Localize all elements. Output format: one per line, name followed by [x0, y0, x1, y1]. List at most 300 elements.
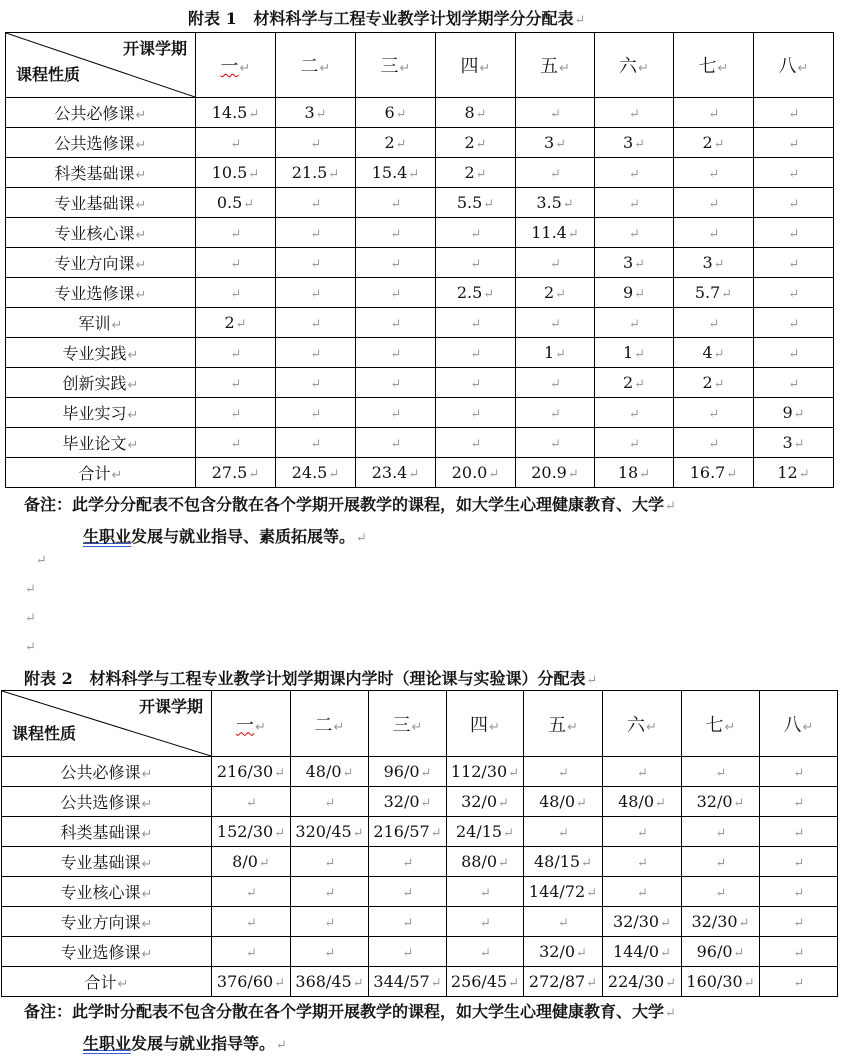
row-label-cell	[6, 158, 196, 188]
table-cell	[356, 428, 436, 458]
table-cell	[276, 158, 356, 188]
table-cell	[291, 937, 369, 967]
row-label: 专业核心课	[54, 224, 135, 243]
table-cell	[595, 218, 674, 248]
row-label: 专业核心课	[60, 883, 141, 902]
table-cell	[674, 308, 754, 338]
cell-value: 1	[622, 343, 634, 362]
table-cell	[674, 98, 754, 128]
row-label-cell	[2, 787, 212, 817]
table-cell	[436, 98, 516, 128]
table-row	[2, 817, 838, 847]
table-cell	[276, 278, 356, 308]
table-cell	[291, 817, 369, 847]
semester-header-cell	[595, 33, 674, 98]
row-label-cell	[6, 248, 196, 278]
table-cell	[436, 458, 516, 488]
cell-value: 18	[617, 463, 639, 482]
table-cell	[595, 278, 674, 308]
table-cell	[436, 368, 516, 398]
semester-header-cell	[436, 33, 516, 98]
cell-value: 144/72	[528, 882, 586, 901]
table-cell	[524, 817, 603, 847]
row-label: 专业实践	[62, 344, 127, 363]
table-cell	[196, 278, 276, 308]
table-cell	[196, 98, 276, 128]
row-label: 公共选修课	[54, 134, 135, 153]
table-row	[2, 907, 838, 937]
table-cell	[276, 98, 356, 128]
table-cell	[595, 158, 674, 188]
semester-label: 五	[540, 56, 559, 77]
table-cell	[516, 158, 595, 188]
table-cell	[595, 458, 674, 488]
table-cell	[196, 458, 276, 488]
table-cell	[436, 188, 516, 218]
table-cell	[674, 428, 754, 458]
table-cell	[212, 817, 291, 847]
table-cell	[356, 458, 436, 488]
row-label-cell	[2, 937, 212, 967]
table-row	[6, 398, 834, 428]
row-label-cell	[6, 398, 196, 428]
table-cell	[516, 368, 595, 398]
semester-header-cell	[212, 691, 291, 757]
table-cell	[196, 338, 276, 368]
table-cell	[276, 428, 356, 458]
cell-value: 2	[622, 373, 634, 392]
table-cell	[516, 218, 595, 248]
cell-value: 224/30	[607, 972, 665, 991]
table-row	[6, 458, 834, 488]
table-cell	[674, 218, 754, 248]
table-cell	[603, 937, 682, 967]
semester-header-cell	[516, 33, 595, 98]
table-cell	[356, 218, 436, 248]
cell-value: 112/30	[450, 762, 508, 781]
table-cell	[754, 218, 834, 248]
row-label-cell	[6, 278, 196, 308]
table2-note-prefix: 备注：	[24, 1002, 73, 1021]
semester-header-cell	[754, 33, 834, 98]
table-cell	[682, 787, 760, 817]
table-cell	[356, 158, 436, 188]
cell-value: 2	[543, 283, 555, 302]
table-row	[6, 188, 834, 218]
cell-value: 3	[702, 253, 713, 272]
table1-credit-distribution	[5, 32, 834, 488]
table-cell	[436, 398, 516, 428]
cell-value: 0.5	[216, 193, 243, 212]
cell-value: 27.5	[211, 463, 248, 482]
table-cell	[436, 308, 516, 338]
table-cell	[436, 278, 516, 308]
table-row	[6, 368, 834, 398]
row-label: 公共必修课	[60, 763, 141, 782]
table-cell	[291, 907, 369, 937]
table-cell	[603, 877, 682, 907]
table-cell	[516, 188, 595, 218]
table-cell	[276, 128, 356, 158]
table-cell	[196, 428, 276, 458]
cell-value: 20.9	[531, 463, 567, 482]
diagonal-header-cell	[2, 691, 212, 757]
table-cell	[356, 248, 436, 278]
cell-value: 32/30	[612, 912, 660, 931]
cell-value: 32/0	[461, 792, 498, 811]
cell-value: 48/0	[618, 792, 655, 811]
cell-value: 48/0	[305, 762, 342, 781]
cell-value: 2	[224, 313, 235, 332]
table-row	[6, 308, 834, 338]
table-cell	[524, 937, 603, 967]
table-cell	[595, 308, 674, 338]
cell-value: 24.5	[291, 463, 328, 482]
semester-label: 一	[220, 56, 239, 77]
table-cell	[447, 757, 524, 787]
cell-value: 2.5	[456, 283, 483, 302]
table-cell	[447, 967, 524, 997]
cell-value: 96/0	[383, 762, 420, 781]
semester-label: 五	[548, 714, 567, 736]
cell-value: 24/15	[455, 822, 503, 841]
table-cell	[754, 398, 834, 428]
row-label: 专业选修课	[60, 943, 141, 962]
table-cell	[524, 757, 603, 787]
table-cell	[760, 937, 838, 967]
row-label: 专业方向课	[54, 254, 135, 273]
table-cell	[212, 787, 291, 817]
table2-caption-title: 材料科学与工程专业教学计划学期课内学时（理论课与实验课）分配表	[89, 669, 586, 688]
table-cell	[524, 847, 603, 877]
table-row	[2, 937, 838, 967]
table-cell	[356, 188, 436, 218]
row-label-cell	[6, 338, 196, 368]
cell-value: 32/0	[539, 942, 576, 961]
table-cell	[436, 218, 516, 248]
semester-label: 二	[300, 56, 319, 77]
cell-value: 3	[622, 253, 634, 272]
table-cell	[524, 787, 603, 817]
cell-value: 8	[464, 103, 475, 122]
row-label: 公共必修课	[54, 104, 135, 123]
table-cell	[516, 248, 595, 278]
row-label-cell	[2, 817, 212, 847]
cell-value: 160/30	[686, 972, 743, 991]
semester-label: 三	[392, 714, 411, 736]
cell-value: 3	[782, 433, 793, 452]
cell-value: 32/0	[696, 792, 733, 811]
table-cell	[291, 847, 369, 877]
table-cell	[760, 967, 838, 997]
corner-label-semester: 开课学期	[138, 697, 203, 716]
table-cell	[369, 877, 447, 907]
header-row	[2, 691, 838, 757]
cell-value: 344/57	[373, 972, 430, 991]
cell-value: 12	[777, 463, 798, 482]
cell-value: 6	[384, 103, 395, 122]
semester-header-cell	[674, 33, 754, 98]
table-cell	[603, 757, 682, 787]
table-cell	[595, 248, 674, 278]
table-cell	[603, 907, 682, 937]
table-row	[6, 278, 834, 308]
cell-value: 48/15	[533, 852, 581, 871]
table1-note-prefix: 备注：	[24, 495, 73, 514]
semester-label: 三	[380, 56, 399, 77]
table-row	[2, 847, 838, 877]
cell-value: 48/0	[539, 792, 576, 811]
cell-value: 152/30	[216, 822, 274, 841]
table-cell	[276, 458, 356, 488]
table-cell	[682, 937, 760, 967]
table-cell	[595, 368, 674, 398]
table-cell	[754, 158, 834, 188]
table-cell	[276, 308, 356, 338]
table1-note-line2: 发展与就业指导、素质拓展等。	[131, 527, 356, 546]
table-cell	[754, 188, 834, 218]
table-cell	[524, 967, 603, 997]
cell-value: 2	[702, 133, 713, 152]
table-row	[2, 787, 838, 817]
table-cell	[760, 877, 838, 907]
table-cell	[754, 278, 834, 308]
table-cell	[196, 248, 276, 278]
table-cell	[212, 877, 291, 907]
cell-value: 3	[622, 133, 634, 152]
table-cell	[369, 817, 447, 847]
table-cell	[516, 308, 595, 338]
table1-caption-title: 材料科学与工程专业教学计划学期学分分配表	[253, 9, 574, 28]
cell-value: 96/0	[696, 942, 733, 961]
table-cell	[674, 458, 754, 488]
row-label-cell	[2, 967, 212, 997]
table-cell	[196, 158, 276, 188]
table2-note-line1: 此学时分配表不包含分散在各个学期开展教学的课程，如大学生心理健康教育、大学	[72, 1002, 665, 1021]
table-cell	[754, 248, 834, 278]
semester-header-cell	[524, 691, 603, 757]
table-cell	[212, 937, 291, 967]
cell-value: 88/0	[461, 852, 498, 871]
table-row	[6, 338, 834, 368]
table-cell	[447, 787, 524, 817]
table-cell	[436, 248, 516, 278]
row-label: 毕业论文	[62, 434, 127, 453]
paragraph-mark	[25, 611, 36, 626]
semester-label: 四	[460, 56, 479, 77]
row-label-cell	[6, 308, 196, 338]
table-cell	[276, 338, 356, 368]
row-label: 科类基础课	[60, 823, 141, 842]
table2-note-underlined: 生职业	[83, 1034, 132, 1053]
table2-caption-label: 附表 2	[24, 669, 73, 688]
row-label: 公共选修课	[60, 793, 141, 812]
table-cell	[356, 308, 436, 338]
table-cell	[674, 368, 754, 398]
semester-label: 六	[619, 56, 638, 77]
table-cell	[369, 937, 447, 967]
table-cell	[754, 368, 834, 398]
table2-hours-distribution	[1, 690, 838, 997]
table-cell	[682, 757, 760, 787]
table-cell	[212, 907, 291, 937]
table-cell	[369, 907, 447, 937]
table2-caption	[24, 666, 597, 689]
row-label: 专业基础课	[60, 853, 141, 872]
table-cell	[356, 368, 436, 398]
row-label: 毕业实习	[62, 404, 127, 423]
cell-value: 216/30	[216, 762, 274, 781]
table-cell	[436, 338, 516, 368]
semester-label: 六	[627, 714, 646, 736]
cell-value: 9	[782, 403, 793, 422]
table-cell	[516, 98, 595, 128]
table-cell	[291, 877, 369, 907]
row-label-cell	[2, 757, 212, 787]
cell-value: 21.5	[291, 163, 328, 182]
table-cell	[760, 787, 838, 817]
table-cell	[760, 817, 838, 847]
table-cell	[603, 967, 682, 997]
table-cell	[595, 128, 674, 158]
table-cell	[196, 368, 276, 398]
cell-value: 2	[464, 133, 475, 152]
table-cell	[276, 218, 356, 248]
diagonal-header-cell	[6, 33, 196, 98]
semester-label: 四	[470, 714, 489, 736]
row-label-cell	[6, 428, 196, 458]
row-label-cell	[6, 218, 196, 248]
row-label: 科类基础课	[54, 164, 135, 183]
semester-header-cell	[603, 691, 682, 757]
cell-value: 368/45	[295, 972, 352, 991]
table-cell	[682, 817, 760, 847]
table-cell	[356, 398, 436, 428]
table-row	[6, 218, 834, 248]
table-cell	[682, 877, 760, 907]
table-cell	[754, 428, 834, 458]
table-cell	[682, 847, 760, 877]
row-label: 专业基础课	[54, 194, 135, 213]
table-cell	[754, 458, 834, 488]
row-label: 军训	[78, 314, 111, 333]
semester-header-cell	[760, 691, 838, 757]
cell-value: 9	[622, 283, 634, 302]
table-cell	[276, 398, 356, 428]
cell-value: 3.5	[536, 193, 562, 212]
semester-label: 二	[314, 714, 333, 736]
cell-value: 144/0	[612, 942, 660, 961]
table-cell	[674, 188, 754, 218]
table-cell	[291, 757, 369, 787]
table-cell	[516, 128, 595, 158]
table-cell	[356, 338, 436, 368]
table-row	[6, 98, 834, 128]
cell-value: 3	[543, 133, 555, 152]
table-cell	[196, 308, 276, 338]
table-row	[6, 428, 834, 458]
table2-note	[24, 997, 834, 1061]
table-cell	[760, 757, 838, 787]
table-row	[2, 877, 838, 907]
semester-label: 八	[783, 714, 802, 736]
table-cell	[674, 278, 754, 308]
paragraph-mark	[25, 582, 36, 597]
table-cell	[603, 847, 682, 877]
table-cell	[516, 428, 595, 458]
table-cell	[674, 398, 754, 428]
semester-header-cell	[196, 33, 276, 98]
table-cell	[212, 847, 291, 877]
cell-value: 376/60	[216, 972, 274, 991]
row-label: 专业选修课	[54, 284, 135, 303]
cell-value: 11.4	[531, 223, 567, 242]
table-cell	[516, 458, 595, 488]
table-cell	[356, 98, 436, 128]
semester-header-cell	[356, 33, 436, 98]
table-row	[6, 158, 834, 188]
semester-header-cell	[682, 691, 760, 757]
table-cell	[369, 847, 447, 877]
table-cell	[369, 757, 447, 787]
table-cell	[595, 98, 674, 128]
table-cell	[196, 188, 276, 218]
table-cell	[447, 907, 524, 937]
row-label: 合计	[84, 973, 117, 992]
table-cell	[760, 907, 838, 937]
table1-note-underlined: 生职业	[83, 527, 132, 546]
table-cell	[291, 967, 369, 997]
row-label-cell	[2, 877, 212, 907]
table-cell	[276, 368, 356, 398]
table1-note-line1: 此学分分配表不包含分散在各个学期开展教学的课程，如大学生心理健康教育、大学	[72, 495, 665, 514]
cell-value: 2	[384, 133, 395, 152]
cell-value: 320/45	[295, 822, 352, 841]
cell-value: 3	[304, 103, 315, 122]
table-cell	[603, 817, 682, 847]
corner-label-course-type: 课程性质	[16, 65, 81, 84]
table-cell	[447, 847, 524, 877]
table-cell	[595, 188, 674, 218]
table-cell	[674, 338, 754, 368]
cell-value: 1	[543, 343, 555, 362]
header-row	[6, 33, 834, 98]
table-row	[6, 248, 834, 278]
table-cell	[196, 128, 276, 158]
row-label-cell	[6, 128, 196, 158]
cell-value: 10.5	[211, 163, 248, 182]
table1-note	[24, 490, 834, 554]
row-label-cell	[2, 907, 212, 937]
cell-value: 4	[702, 343, 713, 362]
cell-value: 32/30	[691, 912, 738, 931]
table-cell	[276, 248, 356, 278]
table-row	[6, 128, 834, 158]
table-cell	[754, 98, 834, 128]
table-cell	[196, 398, 276, 428]
row-label: 专业方向课	[60, 913, 141, 932]
semester-header-cell	[369, 691, 447, 757]
table-cell	[595, 398, 674, 428]
table-cell	[674, 128, 754, 158]
semester-header-cell	[447, 691, 524, 757]
table-cell	[682, 967, 760, 997]
table1-caption-label: 附表 1	[188, 9, 237, 28]
cell-value: 20.0	[451, 463, 488, 482]
table-cell	[447, 937, 524, 967]
table-cell	[196, 218, 276, 248]
table-cell	[212, 967, 291, 997]
